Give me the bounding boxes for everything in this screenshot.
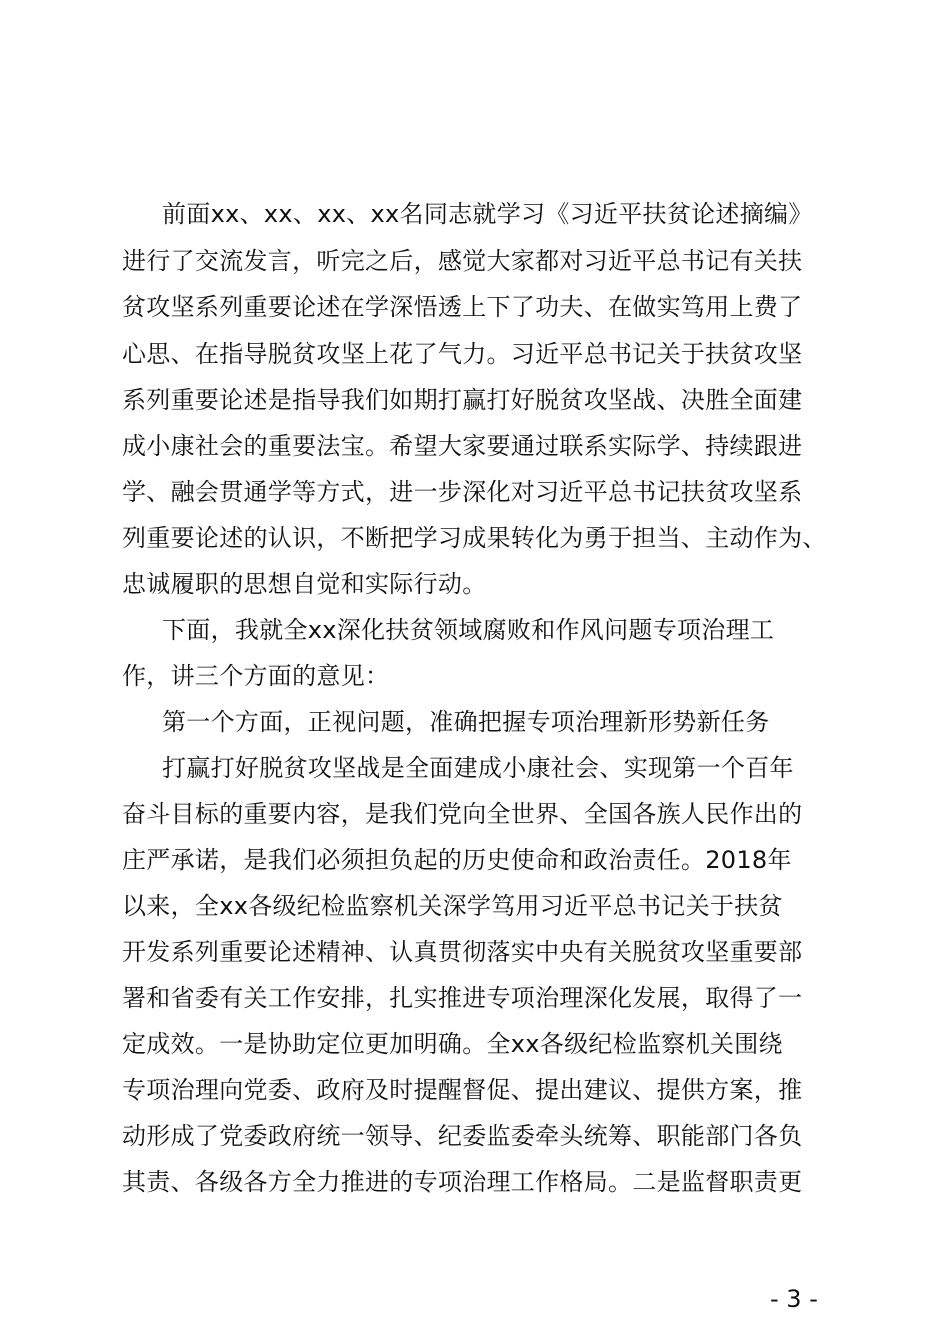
text-line: 署和省委有关工作安排，扎实推进专项治理深化发展，取得了一 [122,984,803,1012]
page-number: - 3 - [770,1285,818,1313]
text-line: 忠诚履职的思想自觉和实际行动。 [122,570,487,598]
text-line: 定成效。一是协助定位更加明确。全xx各级纪检监察机关围绕 [122,1030,783,1058]
text-line: 专项治理向党委、政府及时提醒督促、提出建议、提供方案，推 [122,1076,803,1104]
text-line: 其责、各级各方全力推进的专项治理工作格局。二是监督职责更 [122,1168,803,1196]
text-line: 下面，我就全xx深化扶贫领域腐败和作风问题专项治理工 [162,616,775,644]
text-line: 心思、在指导脱贫攻坚上花了气力。习近平总书记关于扶贫攻坚 [122,340,803,368]
text-line: 系列重要论述是指导我们如期打赢打好脱贫攻坚战、决胜全面建 [122,386,803,414]
text-line: 动形成了党委政府统一领导、纪委监委牵头统筹、职能部门各负 [122,1122,803,1150]
text-line: 学、融会贯通学等方式，进一步深化对习近平总书记扶贫攻坚系 [122,478,803,506]
text-line: 作，讲三个方面的意见： [122,662,390,690]
text-line: 前面xx、xx、xx、xx名同志就学习《习近平扶贫论述摘编》 [162,200,813,228]
text-line: 以来，全xx各级纪检监察机关深学笃用习近平总书记关于扶贫 [122,892,783,920]
text-line: 列重要论述的认识，不断把学习成果转化为勇于担当、主动作为、 [122,524,827,552]
text-line: 打赢打好脱贫攻坚战是全面建成小康社会、实现第一个百年 [162,754,794,782]
text-line: 开发系列重要论述精神、认真贯彻落实中央有关脱贫攻坚重要部 [122,938,803,966]
section-heading: 第一个方面，正视问题，准确把握专项治理新形势新任务 [162,708,770,736]
text-line: 贫攻坚系列重要论述在学深悟透上下了功夫、在做实笃用上费了 [122,293,803,321]
text-line: 进行了交流发言，听完之后，感觉大家都对习近平总书记有关扶 [122,247,803,275]
text-line: 庄严承诺，是我们必须担负起的历史使命和政治责任。2018年 [122,846,792,874]
text-line: 成小康社会的重要法宝。希望大家要通过联系实际学、持续跟进 [122,432,803,460]
text-line: 奋斗目标的重要内容，是我们党向全世界、全国各族人民作出的 [122,800,803,828]
